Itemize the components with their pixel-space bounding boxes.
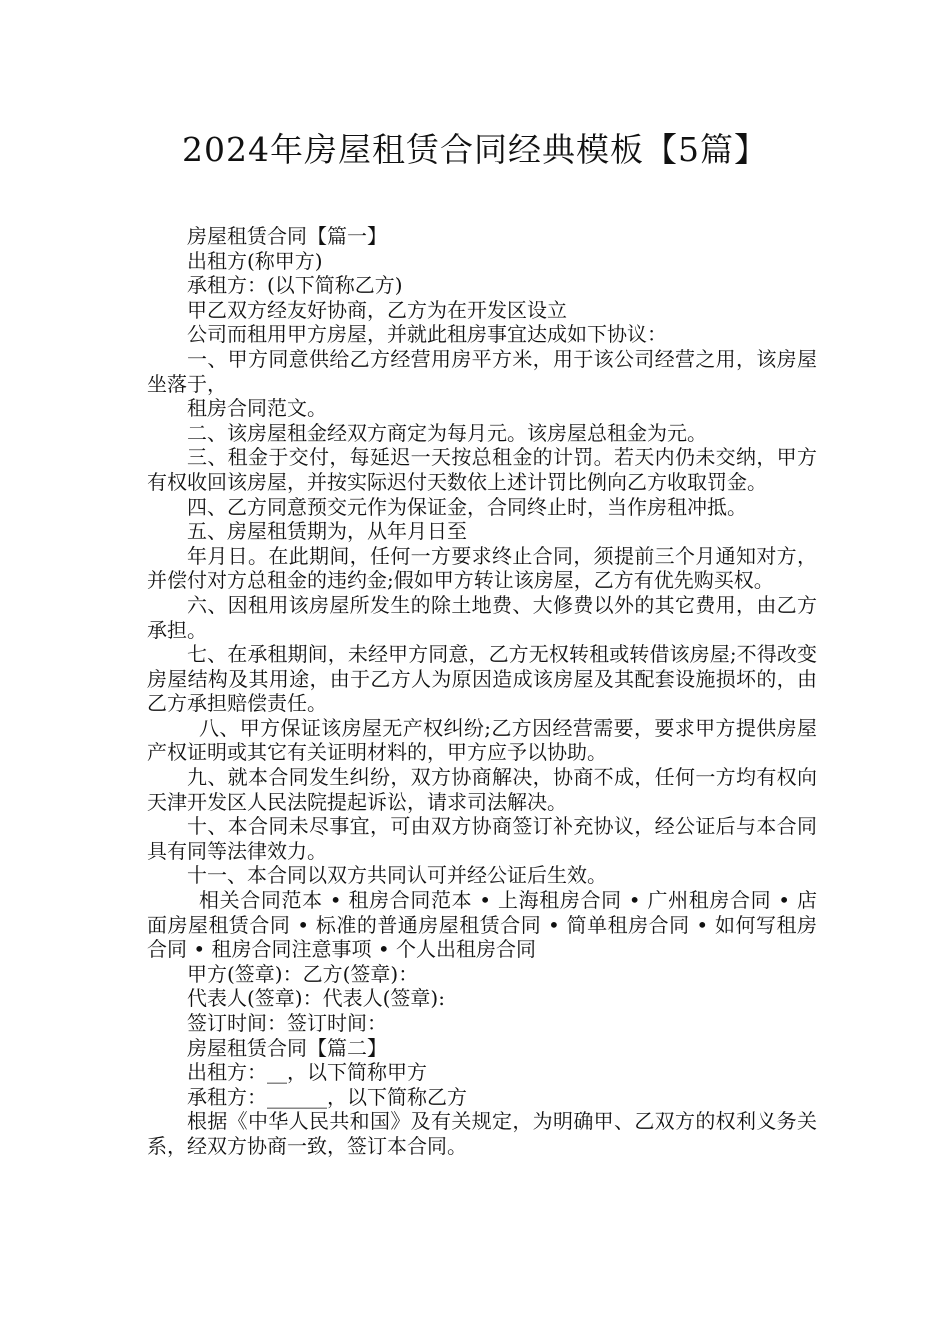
paragraph-preamble-2: 公司而租用甲方房屋，并就此租房事宜达成如下协议： xyxy=(187,322,667,347)
paragraph-clause-4: 四、乙方同意预交元作为保证金，合同终止时，当作房租冲抵。 xyxy=(187,494,747,519)
document-body xyxy=(147,224,817,1159)
paragraph-lessee: 承租方：(以下简称乙方) xyxy=(187,273,403,298)
paragraph-clause-8: 八、甲方保证该房屋无产权纠纷;乙方因经营需要，要求甲方提供房屋产权证明或其它有关证明材料的，甲方应予以协助。 xyxy=(147,715,817,765)
paragraph-clause-2: 二、该房屋租金经双方商定为每月元。该房屋总租金为元。 xyxy=(187,420,707,445)
paragraph-section-heading-1: 房屋租赁合同【篇一】 xyxy=(187,224,387,248)
paragraph-signature-dates: 签订时间：签订时间： xyxy=(187,1011,387,1035)
paragraph-related-templates: 相关合同范本 • 租房合同范本 • 上海租房合同 • 广州租房合同 • 店面房屋租赁合同 • 标准的普通房屋租赁合同 • 简单租房合同 • 如何写租房合同 • 租房合同注意事项 • 个人出租房合同 xyxy=(147,888,817,962)
paragraph-signature-parties: 甲方(签章)：乙方(签章)： xyxy=(187,961,419,986)
paragraph-clause-7: 七、在承租期间，未经甲方同意，乙方无权转租或转借该房屋;不得改变房屋结构及其用途，由于乙方人为原因造成该房屋及其配套设施损坏的，由乙方承担赔偿责任。 xyxy=(147,642,817,716)
paragraph-clause-9: 九、就本合同发生纠纷，双方协商解决，协商不成，任何一方均有权向天津开发区人民法院提起诉讼，请求司法解决。 xyxy=(147,765,817,814)
paragraph-section-heading-2: 房屋租赁合同【篇二】 xyxy=(187,1035,387,1060)
paragraph-clause-6: 六、因租用该房屋所发生的除土地费、大修费以外的其它费用，由乙方承担。 xyxy=(147,592,817,642)
paragraph-clause-1: 一、甲方同意供给乙方经营用房平方米，用于该公司经营之用，该房屋坐落于， xyxy=(147,346,817,396)
paragraph-clause-11: 十一、本合同以双方共同认可并经公证后生效。 xyxy=(187,863,607,888)
paragraph-clause-5: 五、房屋租赁期为，从年月日至 xyxy=(187,519,467,544)
paragraph-lessor-2: 出租方：__，以下简称甲方 xyxy=(187,1060,427,1085)
paragraph-clause-5-cont: 年月日。在此期间，任何一方要求终止合同，须提前三个月通知对方，并偿付对方总租金的违约金;假如甲方转让该房屋，乙方有优先购买权。 xyxy=(147,543,817,593)
document-title: 2024年房屋租赁合同经典模板【5篇】 xyxy=(182,130,768,169)
paragraph-preamble-1: 甲乙双方经友好协商，乙方为在开发区设立 xyxy=(187,297,567,322)
paragraph-preamble-section-2: 根据《中华人民共和国》及有关规定，为明确甲、乙双方的权利义务关系，经双方协商一致，签订本合同。 xyxy=(147,1109,817,1158)
paragraph-lessee-2: 承租方：______，以下简称乙方 xyxy=(187,1084,467,1109)
paragraph-clause-10: 十、本合同未尽事宜，可由双方协商签订补充协议，经公证后与本合同具有同等法律效力。 xyxy=(147,814,817,863)
paragraph-signature-representatives: 代表人(签章)：代表人(签章): xyxy=(187,986,445,1011)
paragraph-clause-3: 三、租金于交付，每延迟一天按总租金的计罚。若天内仍未交纳，甲方有权收回该房屋，并按实际迟付天数依上述计罚比例向乙方收取罚金。 xyxy=(147,445,817,494)
paragraph-lessor: 出租方(称甲方) xyxy=(187,248,323,273)
paragraph-clause-1-cont: 租房合同范文。 xyxy=(187,396,327,421)
